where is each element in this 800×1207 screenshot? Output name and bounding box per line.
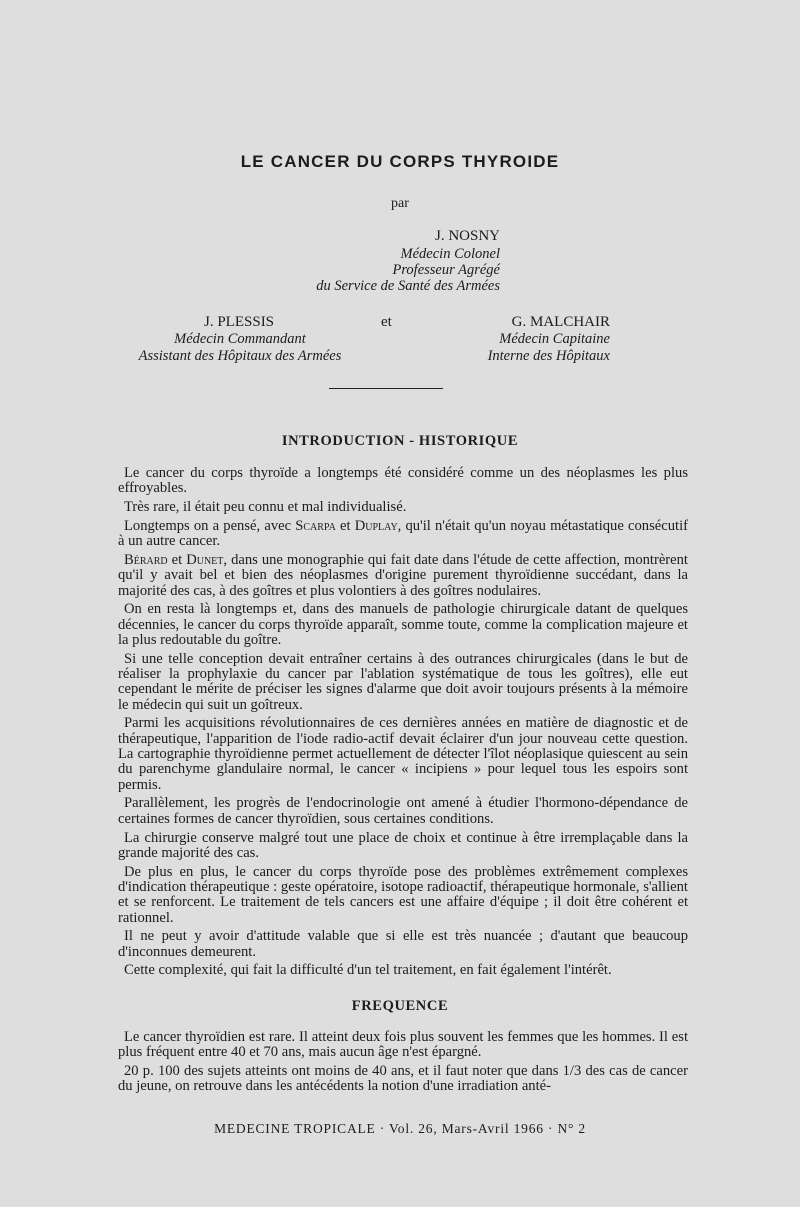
separator-rule — [329, 388, 443, 389]
author-name: G. MALCHAIR — [511, 314, 610, 330]
author-affiliation: Interne des Hôpitaux — [487, 348, 610, 364]
author-rank: Médecin Colonel — [400, 246, 500, 262]
paragraph: Il ne peut y avoir d'attitude valable que si elle est très nuancée ; d'autant que beaucoup d'inconnues demeurent. — [118, 928, 688, 960]
author-nosny — [278, 228, 500, 294]
paragraph: Parallèlement, les progrès de l'endocrinologie ont amené à étudier l'hormono-dépendance de certaines formes de cancer thyroïdien, sous certaines conditions. — [118, 795, 688, 827]
paragraph: 20 p. 100 des sujets atteints ont moins de 40 ans, et il faut noter que dans 1/3 des cas de cancer du jeune, on retrouve dans les antécédents la notion d'une irradiation anté- — [118, 1063, 688, 1095]
paragraph: Le cancer du corps thyroïde a longtemps été considéré comme un des néoplasmes les plus effroyables. — [118, 465, 688, 497]
section-heading-frequence: FREQUENCE — [351, 998, 449, 1014]
author-name: J. PLESSIS — [204, 314, 275, 330]
paragraph: Bérard et Dunet, dans une monographie qui fait date dans l'étude de cette affection, montrèrent qu'il y avait bel et bien des néoplasmes d'origine purement thyroïdienne succédant, dans la majorité des cas, à des goîtres et plus volontiers à des goîtres nodulaires. — [118, 551, 688, 599]
paragraph: Le cancer thyroïdien est rare. Il atteint deux fois plus souvent les femmes que les hommes. Il est plus fréquent entre 40 et 70 ans, mais aucun âge n'est épargné. — [118, 1029, 688, 1061]
author-rank: Médecin Commandant — [174, 331, 306, 347]
section-heading-introduction: INTRODUCTION - HISTORIQUE — [281, 433, 519, 449]
author-title: Professeur Agrégé — [392, 262, 500, 278]
paragraph: Cette complexité, qui fait la difficulté d'un tel traitement, en fait également l'intérêt. — [124, 962, 612, 979]
author-rank: Médecin Capitaine — [499, 331, 610, 347]
introduction-body — [118, 466, 688, 982]
paragraph: Très rare, il était peu connu et mal individualisé. — [124, 499, 407, 516]
paragraph: On en resta là longtemps et, dans des manuels de pathologie chirurgicale datant de quelques décennies, le cancer du corps thyroïde apparaît, somme toute, comme la complication majeure et la plus redoutable du goître. — [118, 601, 688, 648]
author-conjunction: et — [381, 314, 392, 330]
journal-footer: MEDECINE TROPICALE · Vol. 26, Mars-Avril 1966 · N° 2 — [214, 1121, 586, 1136]
paragraph: La chirurgie conserve malgré tout une place de choix et continue à être irremplaçable dans la grande majorité des cas. — [118, 829, 688, 861]
frequence-body — [118, 1030, 688, 1098]
author-name: J. NOSNY — [434, 228, 500, 244]
paragraph: De plus en plus, le cancer du corps thyroïde pose des problèmes extrêmement complexes d'indication thérapeutique : geste opératoire, isotope radioactif, thérapeutique hormonale, s'allient et se renforcent. Le traitement de tels cancers est une affaire d'équipe ; il doit être cohérent et rationnel. — [118, 863, 688, 926]
author-malchair — [450, 314, 610, 365]
paragraph: Longtemps on a pensé, avec Scarpa et Duplay, qu'il n'était qu'un noyau métastatique consécutif à un autre cancer. — [118, 517, 688, 550]
author-affiliation: du Service de Santé des Armées — [316, 278, 500, 294]
paragraph: Si une telle conception devait entraîner certains à des outrances chirurgicales (dans le but de réaliser la prophylaxie du cancer par l'ablation systématique de tous les goîtres), elle eut cependant le mérite de préciser les signes d'alarme que doit avoir toujours présents à la mémoire le médecin qui suit un goîtreux. — [118, 650, 688, 713]
author-affiliation: Assistant des Hôpitaux des Armées — [138, 348, 342, 364]
by-line: par — [391, 196, 409, 211]
paragraph: Parmi les acquisitions révolutionnaires de ces dernières années en matière de diagnostic et de thérapeutique, l'apparition de l'iode radio-actif devait éclairer d'un jour nouveau cette question. La cartographie thyroïdienne permet actuellement de détecter l'îlot néoplasique quiescent au sein du parenchyme glandulaire normal, le cancer « incipiens » pour lequel tous les espoirs sont permis. — [118, 715, 688, 793]
article-title: LE CANCER DU CORPS THYROIDE — [240, 152, 560, 171]
author-plessis — [100, 314, 380, 365]
